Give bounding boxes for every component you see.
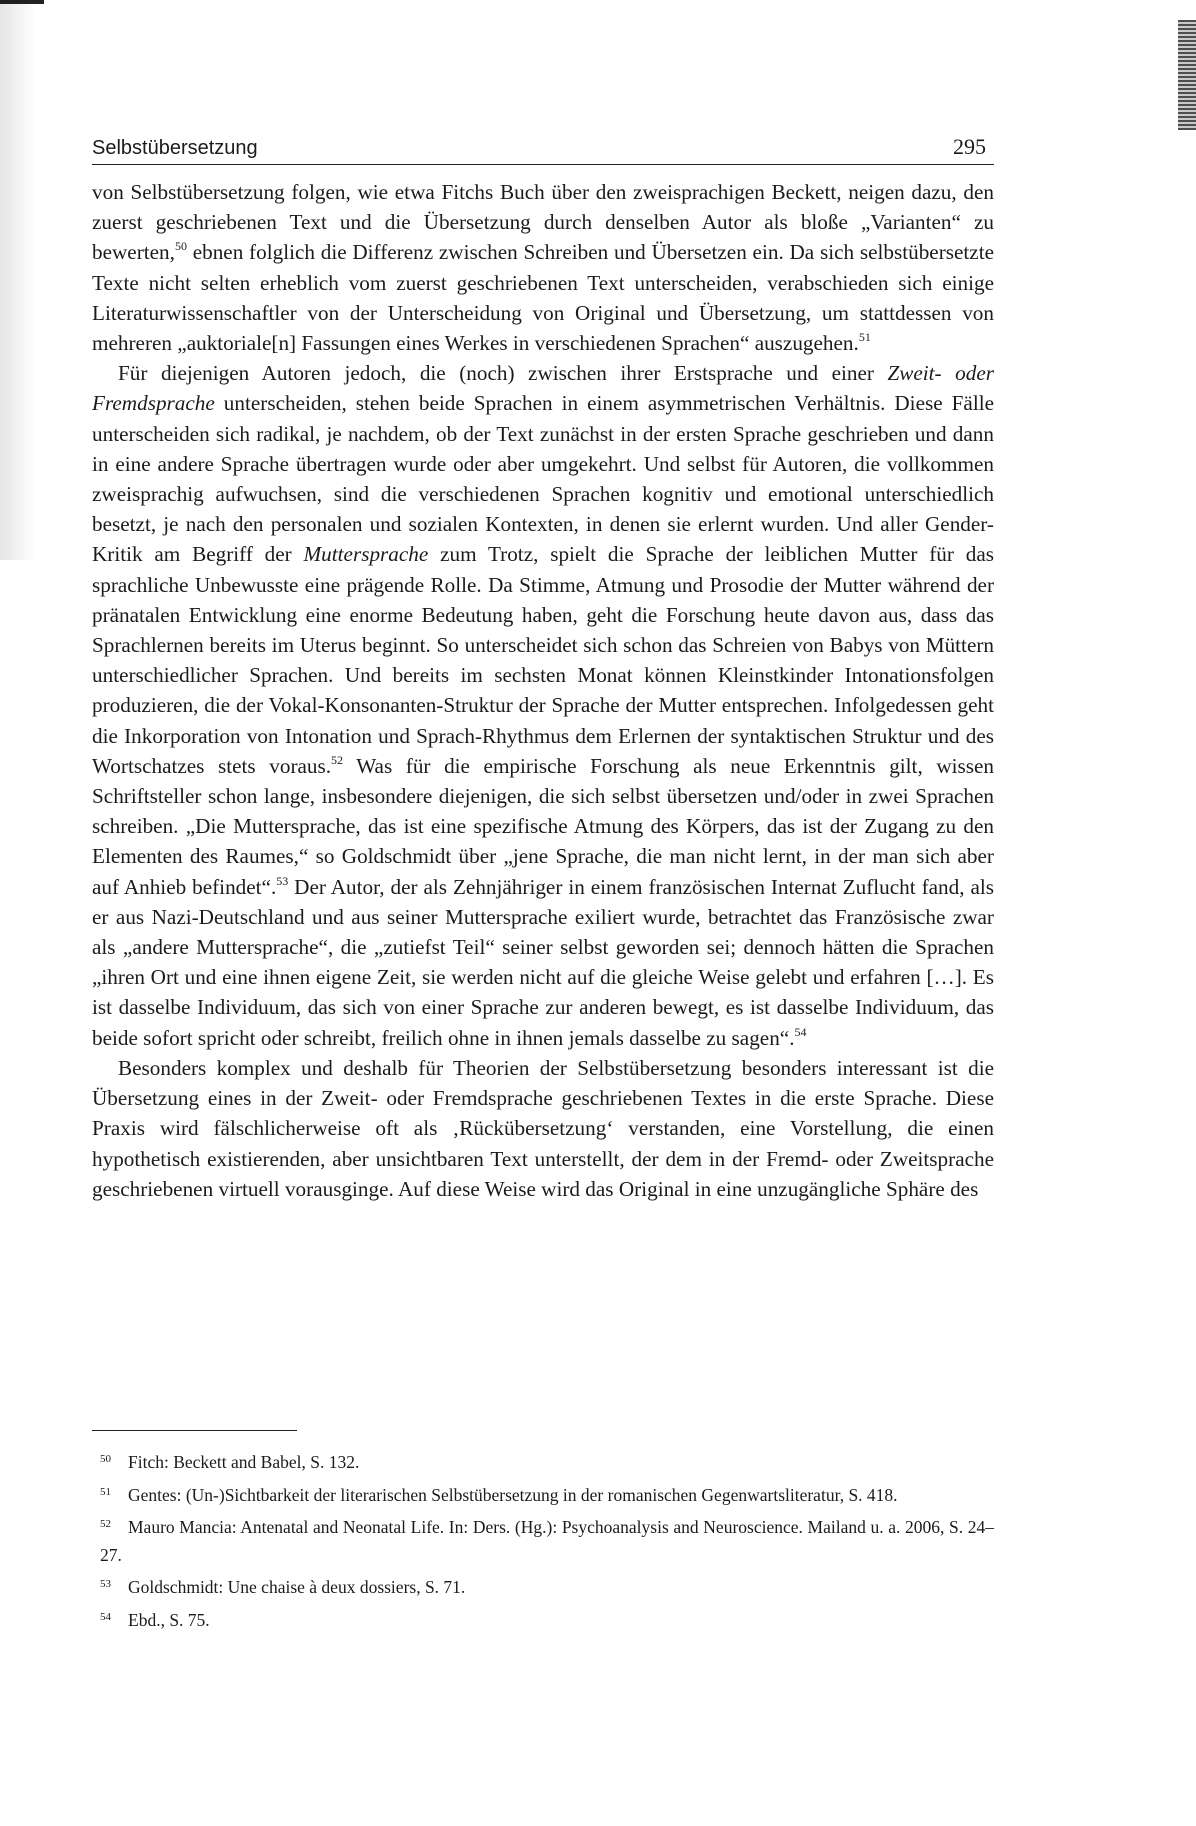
page-number: 295 — [953, 134, 986, 159]
footnote-text: Mauro Mancia: Antenatal and Neonatal Life. In: Ders. (Hg.): Psychoanalysis and Neuroscience. Mailand u. a. 2006, S. 24–27. — [100, 1517, 994, 1565]
paragraph-3 — [92, 1053, 994, 1204]
paragraph-1 — [92, 177, 994, 358]
footnote-number: 51 — [100, 1485, 111, 1498]
running-head-title: Selbstübersetzung — [92, 137, 258, 159]
body-text — [92, 177, 994, 1204]
footnote — [100, 1604, 994, 1635]
text-run: Für diejenigen Autoren jedoch, die (noch) zwischen ihrer Erstsprache und einer — [118, 361, 888, 386]
footnote-number: 50 — [100, 1453, 111, 1465]
italic-text: Zweit- oder Fremdsprache — [92, 361, 994, 416]
footnote-text: Goldschmidt: Une chaise à deux dossiers, S. 71. — [128, 1577, 466, 1597]
footnote — [100, 1446, 994, 1477]
footnote-ref: 54 — [794, 1024, 807, 1039]
footnote-text: Fitch: Beckett and Babel, S. 132. — [128, 1452, 360, 1472]
footnote-ref: 51 — [858, 330, 871, 345]
footnote-ref: 52 — [331, 752, 344, 767]
footnote-number: 54 — [100, 1610, 111, 1623]
paragraph-2 — [92, 358, 994, 1053]
footnote-ref: 53 — [276, 873, 289, 888]
text-run: unterscheiden, stehen beide Sprachen in einem asymmetrischen Verhältnis. Diese Fälle unterscheiden sich radikal, je nachdem, ob der Text zunächst in der ersten Sprache geschrieben und dann in eine andere Sprache übertragen wurde oder aber umgekehrt. Und selbst für Autoren, die vollkommen zweisprachig aufwuchsen, sind die verschiedenen Sprachen kognitiv und emotional unterschiedlich besetzt, je nach den personalen und sozialen Kontexten, in denen sie erlernt wurden. Und aller Gender-Kritik am Begriff der — [92, 391, 994, 567]
text-run: Besonders komplex und deshalb für Theorien der Selbstübersetzung besonders interessant ist die Übersetzung eines in der Zweit- oder Fremdsprache geschriebenen Textes in die erste Sprache. Diese Praxis wird fälschlicherweise oft als ‚Rückübersetzung‘ verstanden, eine Vorstellung, die einen hypothetisch existierenden, aber unsichtbaren Text unterstellt, der dem in der Fremd- oder Zweitsprache geschriebenen virtuell vorausginge. Auf diese Weise wird das Original in eine unzugängliche Sphäre des — [92, 1055, 994, 1201]
scan-shadow-right — [1178, 20, 1196, 130]
text-run: von Selbstübersetzung folgen, wie etwa Fitchs Buch über den zweisprachigen Beckett, neigen dazu, den zuerst geschriebenen Text und die Übersetzung durch denselben Autor als bloße „Varianten“ zu bewerten, — [92, 180, 994, 265]
text-run: Was für die empirische Forschung als neue Erkenntnis gilt, wissen Schriftsteller schon lange, insbesondere diejenigen, die sich selbst übersetzen und/oder in zwei Sprachen schreiben. „Die Muttersprache, das ist eine spezifische Atmung des Körpers, das ist der Zugang zu den Elementen des Raumes,“ so Goldschmidt über „jene Sprache, die man nicht lernt, in der man sich aber auf Anhieb befindet“. — [92, 753, 995, 899]
footnote-divider — [92, 1430, 297, 1431]
footnote-number: 52 — [100, 1518, 111, 1530]
text-run: Der Autor, der als Zehnjähriger in einem französischen Internat Zuflucht fand, als er aus Nazi-Deutschland und aus seiner Muttersprache exiliert wurde, betrachtet das Französische zwar als „andere Muttersprache“, die „zutiefst Teil“ seiner selbst geworden sei; dennoch hätten die Sprachen „ihren Ort und eine ihnen eigene Zeit, sie werden nicht auf die gleiche Weise gelebt und erfahren […]. Es ist dasselbe Individuum, das sich von einer Sprache zur anderen bewegt, es ist dasselbe Individuum, das beide sofort spricht oder schreibt, freilich ohne in ihnen jemals dasselbe zu sagen“. — [92, 874, 994, 1050]
footnote — [100, 1571, 994, 1602]
book-page — [92, 128, 994, 1204]
footnote — [100, 1511, 994, 1569]
footnote-ref: 50 — [174, 239, 187, 254]
footnotes — [100, 1446, 994, 1636]
text-run: ebnen folglich die Differenz zwischen Schreiben und Übersetzen ein. Da sich selbstübersetzte Texte nicht selten erheblich vom zuerst geschriebenen Text unterscheiden, verabschieden sich einige Literaturwissenschaftler von der Unterscheidung von Original und Übersetzung, um stattdessen von mehreren „auktoriale[n] Fassungen eines Werkes in verschiedenen Sprachen“ auszugehen. — [92, 240, 994, 356]
text-run: zum Trotz, spielt die Sprache der leiblichen Mutter für das sprachliche Unbewusste eine prägende Rolle. Da Stimme, Atmung und Prosodie der Mutter während der pränatalen Entwicklung eine enorme Bedeutung haben, geht die Forschung heute davon aus, dass das Sprachlernen bereits im Uterus beginnt. So unterscheidet sich schon das Schreien von Babys von Müttern unterschiedlicher Sprachen. Und bereits im sechsten Monat können Kleinstkinder Intonationsfolgen produzieren, die der Vokal-Konsonanten-Struktur der Sprache der Mutter entsprechen. Infolgedessen geht die Inkorporation von Intonation und Sprach-Rhythmus dem Erlernen der syntaktischen Struktur und des Wortschatzes stets voraus. — [92, 542, 994, 778]
footnote-text: Ebd., S. 75. — [128, 1609, 210, 1630]
running-head — [92, 128, 994, 165]
footnote — [100, 1479, 994, 1510]
italic-text: Muttersprache — [303, 542, 429, 567]
footnote-text: Gentes: (Un-)Sichtbarkeit der literarischen Selbstübersetzung in der romanischen Gegenwartsliteratur, S. 418. — [128, 1484, 898, 1505]
footnote-number: 53 — [100, 1578, 111, 1590]
scan-shadow-left — [0, 0, 36, 560]
